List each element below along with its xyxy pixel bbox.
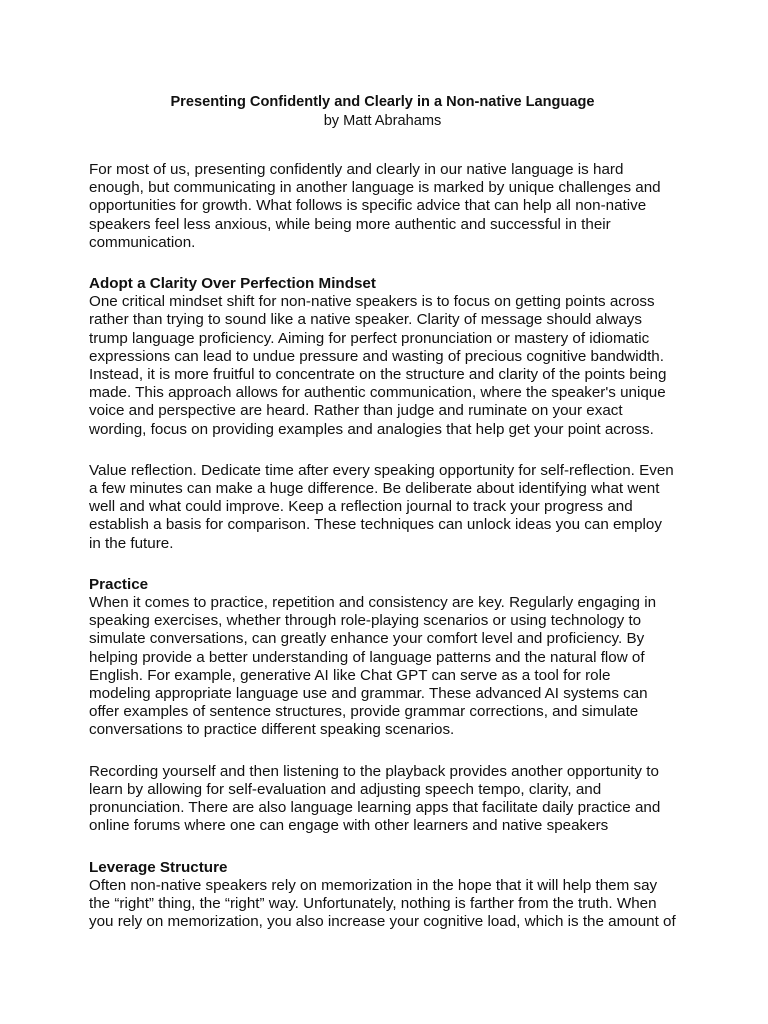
section-heading: Leverage Structure	[89, 858, 228, 876]
section-paragraph: Recording yourself and then listening to the playback provides another opportunity to learn by allowing for self-evaluation and adjusting speech tempo, clarity, and pronunciation. There are also language learning apps that facilitate daily practice and online forums where one can engage with other learners and native speakers	[89, 762, 661, 835]
section-clarity	[89, 275, 676, 439]
section-paragraph: One critical mindset shift for non-native speakers is to focus on getting points across rather than trying to sound like a native speaker. Clarity of message should always trump language proficiency. Aiming for perfect pronunciation or mastery of idiomatic expressions can lead to undue pressure and wasting of precious cognitive bandwidth. Instead, it is more fruitful to concentrate on the structure and clarity of the points being made. This approach allows for authentic communication, where the speaker's unique voice and perspective are heard. Rather than judge and ruminate on your exact wording, focus on providing examples and analogies that help get your point across.	[89, 293, 667, 438]
section-structure	[89, 859, 676, 932]
document-byline: by Matt Abrahams	[323, 113, 442, 129]
title-block	[89, 93, 676, 131]
section-practice	[89, 576, 676, 740]
section-paragraph: Often non-native speakers rely on memorization in the hope that it will help them say the “right” thing, the “right” way. Unfortunately, nothing is farther from the truth. When you rely on memorization, you also increase your cognitive load, which is the amount of	[89, 876, 676, 931]
section-paragraph: Value reflection. Dedicate time after every speaking opportunity for self-reflection. Even a few minutes can make a huge difference. Be deliberate about identifying what went well and what could improve. Keep a reflection journal to track your progress and establish a basis for comparison. These techniques can unlock ideas you can employ in the future.	[89, 461, 674, 552]
section-heading: Adopt a Clarity Over Perfection Mindset	[89, 275, 376, 293]
intro-paragraph: For most of us, presenting confidently and clearly in our native language is hard enough, but communicating in another language is marked by unique challenges and opportunities for growth. What follows is specific advice that can help all non-native speakers feel less anxious, while being more authentic and successful in their communication.	[89, 161, 661, 251]
section-heading: Practice	[89, 575, 149, 593]
document-title: Presenting Confidently and Clearly in a Non-native Language	[170, 94, 595, 110]
section-paragraph: When it comes to practice, repetition and consistency are key. Regularly engaging in speaking exercises, whether through role-playing scenarios or using technology to simulate conversations, can greatly enhance your comfort level and proficiency. By helping provide a better understanding of language patterns and the natural flow of English. For example, generative AI like Chat GPT can serve as a tool for role modeling appropriate language use and grammar. These advanced AI systems can offer examples of sentence structures, provide grammar corrections, and simulate conversations to practice different speaking scenarios.	[89, 594, 657, 739]
